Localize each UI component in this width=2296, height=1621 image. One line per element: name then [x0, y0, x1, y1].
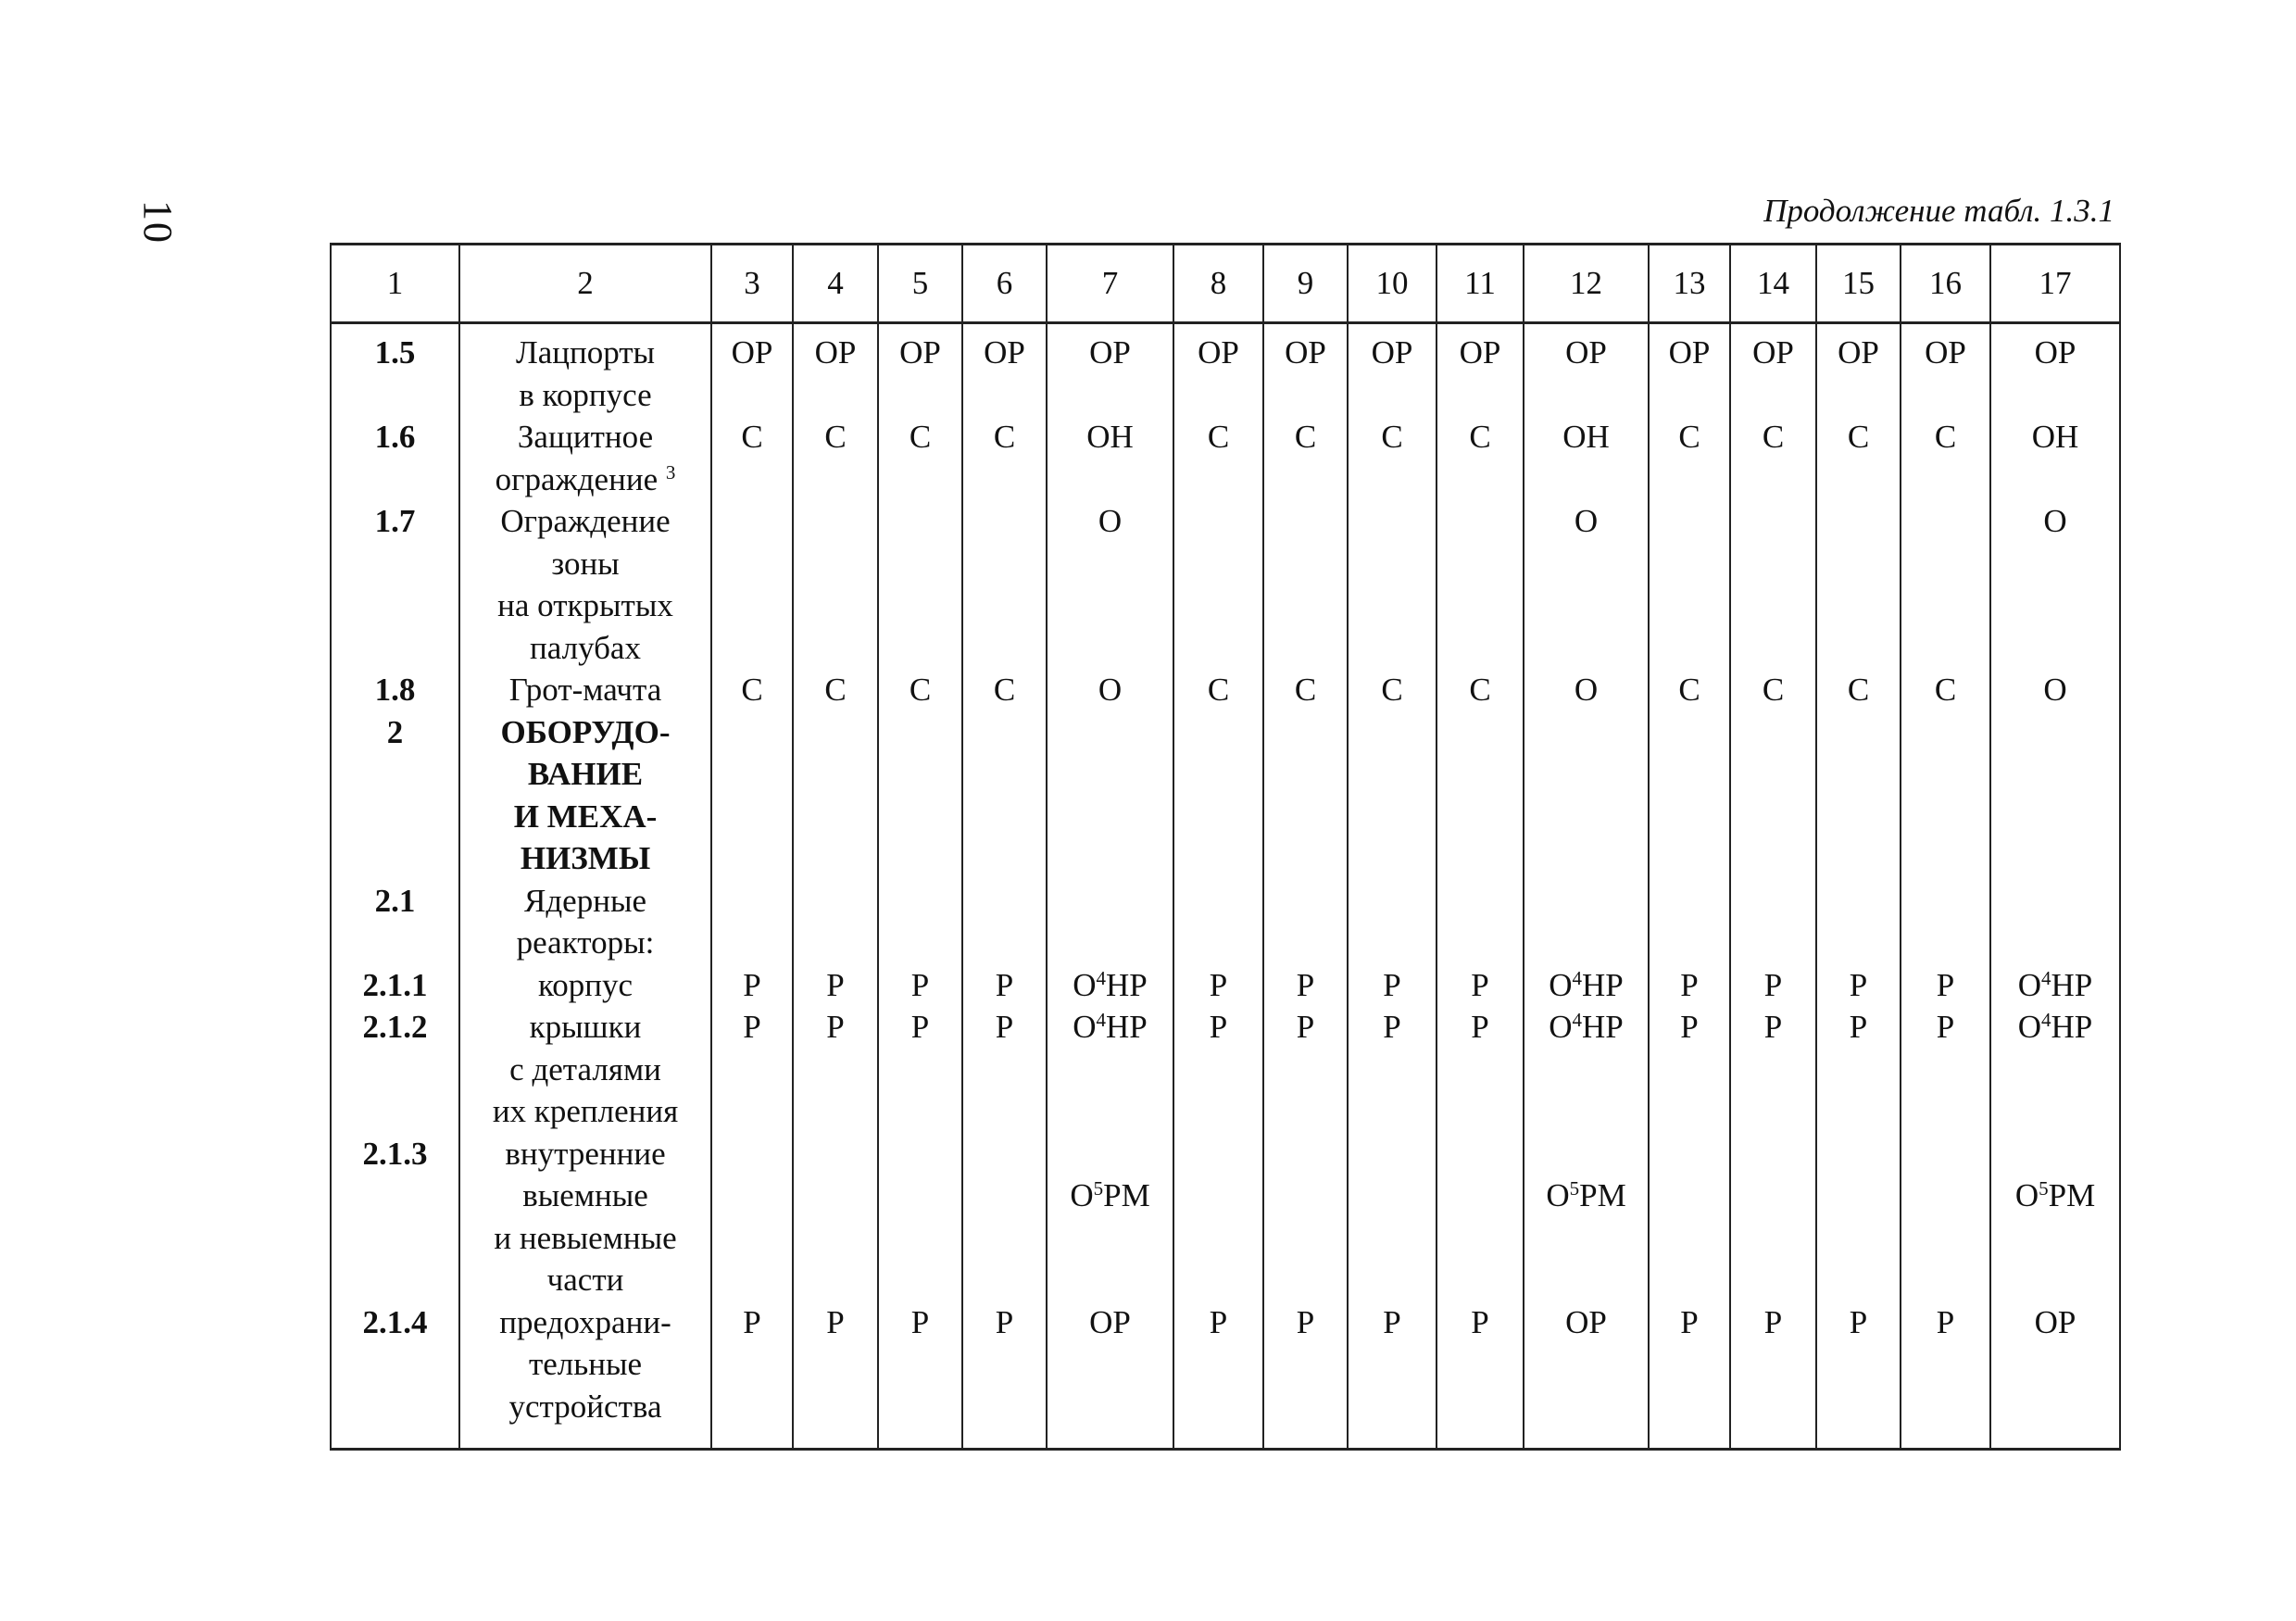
item-name-line: Ядерные	[523, 882, 646, 919]
table-cell: С	[824, 419, 847, 455]
column-9	[1263, 323, 1348, 1450]
table-cell: С	[1207, 672, 1230, 708]
table-cell: С	[993, 672, 1016, 708]
row-number: 2.1	[374, 882, 416, 919]
table-cell: С	[1847, 419, 1870, 455]
column-header-1: 1	[331, 245, 459, 323]
table-cell: ОР	[1089, 1303, 1131, 1340]
column-6	[962, 323, 1047, 1450]
item-name-line: предохрани-	[499, 1303, 671, 1340]
item-name-line: и невыемные	[494, 1219, 677, 1256]
table-cell: ОР	[1668, 334, 1711, 371]
table-cell: Р	[1849, 1009, 1868, 1045]
item-name-line: их крепления	[492, 1093, 679, 1129]
table-cell: О	[2043, 672, 2067, 708]
column-header-14: 14	[1730, 245, 1816, 323]
column-5	[878, 323, 962, 1450]
table-cell: ОР	[1285, 334, 1326, 371]
column-header-12: 12	[1524, 245, 1649, 323]
row-number: 2.1.2	[362, 1009, 428, 1045]
table-cell: Р	[1383, 1009, 1401, 1045]
table-cell: ОН	[1562, 419, 1610, 455]
table-cell: С	[1294, 672, 1317, 708]
table-cell: С	[1934, 419, 1957, 455]
row-number: 2.1.4	[362, 1303, 428, 1340]
table-cell: ОР	[1925, 334, 1966, 371]
table-cell: Р	[910, 1303, 930, 1340]
item-name-line: устройства	[508, 1388, 662, 1425]
item-name-line: внутренние	[505, 1135, 666, 1172]
item-name-line: палубах	[530, 629, 641, 666]
row-number: 1.7	[374, 503, 416, 539]
table-cell: С	[1469, 419, 1491, 455]
item-name-line: ОБОРУДО-	[500, 713, 671, 750]
table-cell: С	[824, 672, 847, 708]
table-cell: Р	[1296, 1303, 1315, 1340]
column-header-5: 5	[878, 245, 962, 323]
table-cell: Р	[826, 1009, 845, 1045]
table-cell: $О^4НР$	[1073, 1009, 1148, 1045]
table-cell: Р	[1209, 1009, 1228, 1045]
table-cell: $О^5РМ$	[1546, 1177, 1626, 1213]
column-header-11: 11	[1437, 245, 1524, 323]
table-cell: О	[1574, 672, 1599, 708]
table-cell: ОР	[1565, 1303, 1607, 1340]
table-cell: Р	[1763, 1303, 1783, 1340]
table-cell: С	[1294, 419, 1317, 455]
table-cell: Р	[1680, 1009, 1699, 1045]
item-name-line: крышки	[529, 1009, 642, 1045]
column-header-9: 9	[1263, 245, 1348, 323]
table-cell: С	[1762, 419, 1785, 455]
table-cell: Р	[1849, 966, 1868, 1003]
table-cell: Р	[826, 966, 845, 1003]
table-cell: О	[2043, 503, 2067, 539]
table-cell: С	[1381, 419, 1403, 455]
data-table	[330, 243, 2121, 1451]
table-cell: $О^4НР$	[1549, 966, 1624, 1003]
item-name-line: И МЕХА-	[513, 798, 658, 835]
table-cell: Р	[1680, 1303, 1699, 1340]
column-header-15: 15	[1816, 245, 1901, 323]
table-cell: ОР	[1371, 334, 1413, 371]
table-cell: Р	[1936, 1009, 1955, 1045]
column-header-6: 6	[962, 245, 1047, 323]
column-11	[1437, 323, 1524, 1450]
table-cell: С	[1678, 419, 1700, 455]
table-cell: Р	[1849, 1303, 1868, 1340]
table-cell: О	[1574, 503, 1599, 539]
table-cell: Р	[1383, 966, 1401, 1003]
table-cell: С	[1469, 672, 1491, 708]
table-cell: Р	[743, 966, 761, 1003]
column-10	[1348, 323, 1437, 1450]
table-cell: ОР	[731, 334, 773, 371]
item-name-line: зоны	[551, 545, 620, 582]
table-cell: ОР	[1459, 334, 1501, 371]
table-caption: Продолжение табл. 1.3.1	[1763, 193, 2114, 229]
table-cell: $О^4НР$	[1549, 1009, 1624, 1045]
item-name-line: ограждение $^3$	[495, 460, 676, 497]
table-cell: Р	[995, 1009, 1014, 1045]
table-cell: $О^5РМ$	[2014, 1177, 2096, 1213]
column-13	[1649, 323, 1730, 1450]
item-name-line: корпус	[537, 966, 633, 1003]
table-cell: $О^4НР$	[1073, 966, 1148, 1003]
column-header-10: 10	[1348, 245, 1437, 323]
row-number: 2.1.3	[362, 1135, 428, 1172]
row-number: 2.1.1	[362, 966, 428, 1003]
column-8	[1173, 323, 1263, 1450]
table-cell: Р	[1209, 966, 1228, 1003]
table-cell: С	[993, 419, 1016, 455]
item-name-line: выемные	[522, 1177, 648, 1213]
item-name-line: ВАНИЕ	[527, 756, 644, 792]
table-cell: Р	[1680, 966, 1699, 1003]
table-cell: Р	[1209, 1303, 1228, 1340]
table-cell: С	[741, 672, 763, 708]
table-cell: Р	[910, 966, 930, 1003]
item-name-line: Ограждение	[500, 503, 671, 539]
column-header-16: 16	[1901, 245, 1990, 323]
table-header-row	[331, 245, 2120, 323]
row-number: 1.8	[374, 672, 416, 708]
table-body	[331, 323, 2120, 1450]
table-cell: Р	[1296, 966, 1315, 1003]
table-cell: ОР	[899, 334, 941, 371]
item-name-line: тельные	[528, 1346, 643, 1382]
item-name-line: части	[546, 1262, 624, 1298]
table-cell: Р	[1471, 1009, 1489, 1045]
table-cell: С	[1934, 672, 1957, 708]
item-name-column	[459, 323, 711, 1450]
column-15	[1816, 323, 1901, 1450]
column-header-17: 17	[1990, 245, 2120, 323]
table-cell: С	[1678, 672, 1700, 708]
table-cell: Р	[995, 1303, 1014, 1340]
table-cell: Р	[995, 966, 1014, 1003]
table-cell: ОР	[1752, 334, 1794, 371]
table-cell: Р	[1296, 1009, 1315, 1045]
table-cell: Р	[1936, 966, 1955, 1003]
item-name-line: Лацпорты	[515, 334, 656, 371]
table-cell: ОР	[1198, 334, 1239, 371]
table-cell: С	[1207, 419, 1230, 455]
table-cell: С	[741, 419, 763, 455]
page-number: 10	[135, 200, 181, 245]
table-cell: Р	[743, 1303, 761, 1340]
table-cell: ОР	[2034, 1303, 2076, 1340]
item-name-line: реакторы:	[516, 924, 655, 961]
column-header-13: 13	[1649, 245, 1730, 323]
table-cell: $О^4НР$	[2017, 966, 2093, 1003]
column-7	[1047, 323, 1173, 1450]
column-4	[793, 323, 878, 1450]
table-cell: С	[1381, 672, 1403, 708]
column-header-2: 2	[459, 245, 711, 323]
table-cell: ОР	[2034, 334, 2076, 371]
table-cell: Р	[910, 1009, 930, 1045]
table-cell: ОР	[1565, 334, 1607, 371]
column-17	[1990, 323, 2120, 1450]
item-name-line: в корпусе	[519, 376, 652, 413]
table-cell: ОН	[1086, 419, 1134, 455]
table-cell: Р	[1471, 1303, 1489, 1340]
table-cell: Р	[1763, 966, 1783, 1003]
item-name-line: с деталями	[509, 1050, 661, 1087]
row-number: 1.6	[374, 419, 416, 455]
table-cell: С	[909, 672, 932, 708]
item-name-line: Защитное	[517, 419, 654, 455]
column-12	[1524, 323, 1649, 1450]
table-cell: О	[1098, 672, 1123, 708]
table-cell: ОР	[1838, 334, 1879, 371]
column-3	[711, 323, 793, 1450]
table-cell: О	[1098, 503, 1123, 539]
row-number: 2	[386, 713, 404, 750]
row-number: 1.5	[374, 334, 416, 371]
column-header-3: 3	[711, 245, 793, 323]
item-name-line: Грот-мачта	[508, 672, 662, 708]
column-header-4: 4	[793, 245, 878, 323]
table-cell: Р	[1763, 1009, 1783, 1045]
table-cell: ОР	[814, 334, 857, 371]
table-cell: С	[1762, 672, 1785, 708]
table-cell: ОР	[984, 334, 1025, 371]
table-cell: Р	[826, 1303, 845, 1340]
table-cell: Р	[743, 1009, 761, 1045]
table-cell: С	[1847, 672, 1870, 708]
item-name-line: на открытых	[497, 587, 673, 623]
column-14	[1730, 323, 1816, 1450]
table-cell: $О^5РМ$	[1070, 1177, 1150, 1213]
column-header-8: 8	[1173, 245, 1263, 323]
table-cell: Р	[1383, 1303, 1401, 1340]
item-name-line: НИЗМЫ	[520, 840, 651, 876]
row-number-column	[331, 323, 459, 1450]
table-cell: $О^4НР$	[2017, 1009, 2093, 1045]
table-cell: Р	[1936, 1303, 1955, 1340]
table-cell: Р	[1471, 966, 1489, 1003]
column-16	[1901, 323, 1990, 1450]
table-cell: С	[909, 419, 932, 455]
column-header-7: 7	[1047, 245, 1173, 323]
table-cell: ОН	[2031, 419, 2079, 455]
table-cell: ОР	[1089, 334, 1131, 371]
